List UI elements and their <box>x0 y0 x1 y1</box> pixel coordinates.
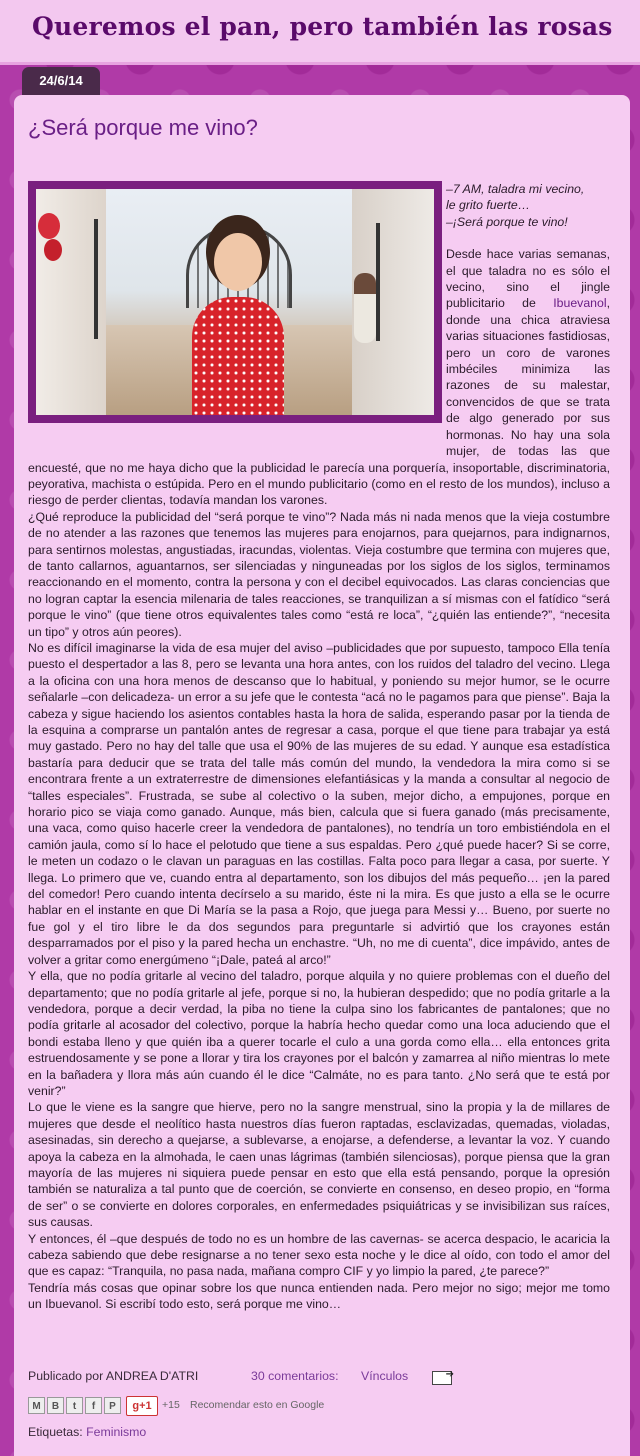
gplus-button[interactable]: g+1 <box>126 1396 158 1416</box>
paragraph: No es difícil imaginarse la vida de esa mujer del aviso –publicidades que por supuesto, tampoco Ella tenía puesto el despertador a las 8, pero se levanta una hora antes, con los ruidos del taladro del vecino. Llega a la oficina con una hora menos de descanso que lo habitual, y poniendo su mejor humor, se le ocurre señalarle –con delicadeza- un error a su jefe que le contesta “acá no le pagamos para que piense”. Baja la cabeza y sigue haciendo los asientos contables hasta la hora de salida, esperando pasar por la tienda de la esquina a comprarse un pantalón antes de regresar a casa, porque el que tiene para trabajar ya está muy gastado. Pero no hay del talle que usa el 90% de las mujeres de su edad. Y aunque esa estadística bastaría para deducir que se trata del talle más común del mundo, la vendedora la mira como si se encontrara frente a un extraterrestre de dimensiones elefantiásicas y la manda a consultar al negocio de “talles especiales”. Frustrada, se sube al colectivo o la suben, mejor dicho, a empujones, porque en horario pico se viaja como ganado. Aunque, más bien, calcula que si fuera ganado (más precisamente, una vaca, como quiso hacerle creer la vendedora de pantalones), no tendría un toro embistiéndola en el camión jaula, como sí lo hace el pelotudo que tiene a sus espaldas. Pero ¿qué puede hacer? Si se corre, le meten un codazo o le clavan un paraguas en las costillas. Falta poco para llegar a casa, por suerte. Y llega. Lo primero que ve, cuando entra al departamento, son los dibujos del más pequeño… ¡en la pared del comedor! Pero cuando intenta decírselo a su marido, éste ni la mira. Es que justo a ella se le ocurre hablar en el instante en que Di María se la pasa a Rojo, que juega para Messi y… Bueno, por suerte no fue gol y el tiro libre le da dos segundos para preguntarle si advirtió que los crayones están desparramados por el piso y la pared hecha un enchastre. “Uh, no me di cuenta”, dice impávido, antes de volver a gritar como energúmeno “¡Dale, pateá al arco!” <box>28 640 610 967</box>
post-body <box>28 181 610 1313</box>
paragraph: Y ella, que no podía gritarle al vecino del taladro, porque alquila y no quiere problemas con el dueño del departamento; que no podía gritarle al jefe, porque si no, la hubieran despedido; que no podía gritarle a la vendedora, porque a decir verdad, la piba no tiene la culpa sino los fabricantes de pantalones; que no podía gritarle al acosador del colectivo, porque la habría hecho quedar como una loca aduciendo que el bondi estaba lleno y que quién iba a querer tocarle el culo a una gorda como ella… ella entonces grita estruendosamente y se pone a llorar y tira los crayones por el balcón y zamarrea al niño mientras lo mete en la bañadera y llora más aún cuando él le dice “Calmáte, no es para tanto. ¿No será que te está por venir?” <box>28 969 610 1098</box>
paragraph: Lo que le viene es la sangre que hierve, pero no la sangre menstrual, sino la propia y la de millares de mujeres que desde el neolítico hasta nuestros días fueron raptadas, esclavizadas, quemadas, violadas, asesinadas, sin derecho a quejarse, a sublevarse, a enojarse, a defenderse, a levantar la voz. Y cuando apoya la cabeza en la almohada, le caen unas lágrimas (también silenciosas), porque piensa que la gran mayoría de las mujeres ni siquiera puede pensar en esto que ella está pensando, porque la opresión también se naturaliza a tal punto que de coerción, se convierte en consenso, en deseo propio, en “forma de ser” o se convierte en dolores corporales, en enfermedades psiquiátricas y se invisibilizan sus raíces, sus causas. <box>28 1100 610 1230</box>
paragraph: Y entonces, él –que después de todo no es un hombre de las cavernas- se acerca despacio, le acaricia la cabeza sabiendo que debe resignarse a no tener sexo esta noche y le dice al oído, con todo el amor del que es capaz: “Tranquila, no pasa nada, mañana compro CIF y yo limpio la pared, ¿te parece?” <box>28 1231 610 1279</box>
comments-link[interactable]: 30 comentarios: <box>251 1369 339 1383</box>
blog-title[interactable]: Queremos el pan, pero también las rosas <box>32 12 613 41</box>
blog-header <box>0 0 640 65</box>
pinterest-icon[interactable]: P <box>104 1397 121 1414</box>
blogger-icon[interactable]: B <box>47 1397 64 1414</box>
post-title[interactable]: ¿Será porque me vino? <box>28 115 258 140</box>
ibuevanol-link[interactable]: Ibuevanol <box>553 296 607 311</box>
intro-quote-line: –7 AM, taladra mi vecino, <box>446 182 585 196</box>
paragraph-text: , donde una chica atraviesa varias situaciones fastidiosas, pero un coro de varones imbéciles minimiza las razones de su malestar, convencidos de que se trata de algo generado por sus hormonas. No hay una sola mujer, de todas las que encuesté, que no me haya dicho que la publicidad le parecía una porquería, insoportable, discriminatoria, peyorativa, machista o estúpida. Pero en el mundo publicitario (como en el resto de los mundos), incluso a riesgo de perder clientas, todavía mandan los varones. <box>28 296 610 508</box>
facebook-icon[interactable]: f <box>85 1397 102 1414</box>
backlinks-link[interactable]: Vínculos <box>361 1369 409 1383</box>
email-icon[interactable]: M <box>28 1397 45 1414</box>
post-author: Publicado por ANDREA D'ATRI <box>28 1369 199 1383</box>
label-link[interactable]: Feminismo <box>86 1425 147 1439</box>
share-buttons <box>28 1395 618 1425</box>
image-float-spacer <box>28 181 446 459</box>
paragraph: Tendría más cosas que opinar sobre los que nunca entienden nada. Pero mejor no sigo; mejor me tomo un Ibuevanol. Si escribí todo esto, será porque me vino… <box>28 1280 610 1312</box>
gplus-count: +15 <box>162 1399 180 1411</box>
email-post-icon[interactable] <box>432 1371 452 1385</box>
labels-heading: Etiquetas: <box>28 1425 83 1439</box>
paragraph-text: Desde hace varias semanas, el que taladra no es sólo el vecino, sino el jingle publicitario de <box>446 247 610 311</box>
paragraph: ¿Qué reproduce la publicidad del “será porque te vino”? Nada más ni nada menos que la vieja costumbre de no atender a las razones que tenemos las mujeres para enojarnos, para quejarnos, para indignarnos, para sentirnos molestas, angustiadas, iracundas, violentas. Vieja costumbre que termina con mujeres que, de tanto callarnos, aguantarnos, ser silenciadas y ninguneadas por los siglos de los siglos, terminamos reaccionando en el momento, contra la persona y con el decibel equivocados. Las claras conciencias que no logran captar la esencia milenaria de tales reacciones, se tranquilizan a sí mismas con el fatídico “será porque le vino” (que tiene otros equivalentes tales como “está re loca”, “¿quién las entiende?”, “necesita un tipo” y otros aún peores). <box>28 509 610 639</box>
post-footer <box>28 1369 618 1439</box>
twitter-icon[interactable]: t <box>66 1397 83 1414</box>
intro-quote-line: le grito fuerte… <box>446 198 531 213</box>
recommend-text: Recomendar esto en Google <box>190 1399 325 1411</box>
post-date: 24/6/14 <box>22 67 100 95</box>
post-container <box>14 95 630 1456</box>
post-labels <box>28 1425 618 1439</box>
post-meta-line <box>28 1369 618 1389</box>
intro-quote-line: –¡Será porque te vino! <box>446 214 568 229</box>
